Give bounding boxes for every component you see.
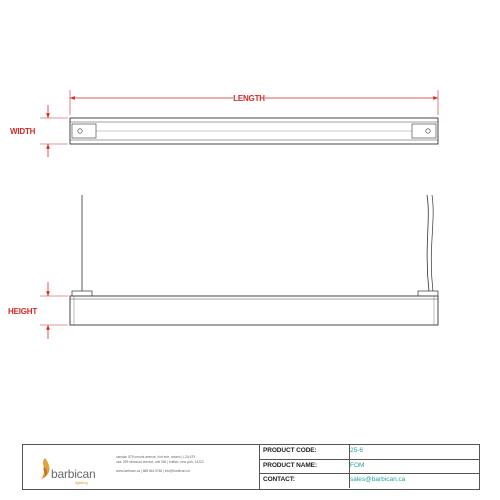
contact-line: www.barbican.ca | 888 664 5765 | info@barbican.ca	[116, 469, 190, 473]
brand-name: barbican	[51, 467, 96, 481]
brand-logo	[33, 453, 103, 485]
endcap-left	[72, 124, 96, 138]
product-name-value: FOM	[350, 461, 365, 469]
product-code-value: 25-6	[350, 447, 364, 454]
product-name-label: PRODUCT NAME:	[263, 461, 317, 469]
brand-tagline: lighting	[75, 480, 88, 485]
row-product-code	[260, 445, 480, 460]
mount-hole-right	[426, 129, 430, 133]
endcap-right	[412, 124, 436, 138]
suspension-cable-right	[427, 195, 429, 292]
top-view	[10, 90, 438, 157]
product-code-label: PRODUCT CODE:	[263, 447, 317, 454]
front-view	[8, 195, 438, 339]
fixture-front-outline	[70, 296, 438, 325]
height-label: HEIGHT	[8, 307, 38, 316]
contact-label: CONTACT:	[263, 476, 295, 484]
width-label: WIDTH	[10, 127, 36, 136]
power-cord-right	[431, 195, 433, 292]
title-block	[22, 444, 480, 490]
row-contact	[260, 474, 480, 489]
row-product-name	[260, 460, 480, 475]
address-line-canada: canada: 879 ormont avenue | fort erie, ontario | L2A 6T9	[116, 455, 196, 459]
length-label: LENGTH	[233, 94, 265, 103]
mount-hole-left	[78, 129, 82, 133]
contact-value: sales@barbican.ca	[350, 476, 406, 484]
address-line-usa: usa: 299 elmwood avenue, unit 346 | buffalo, new york, 14222	[116, 460, 204, 464]
